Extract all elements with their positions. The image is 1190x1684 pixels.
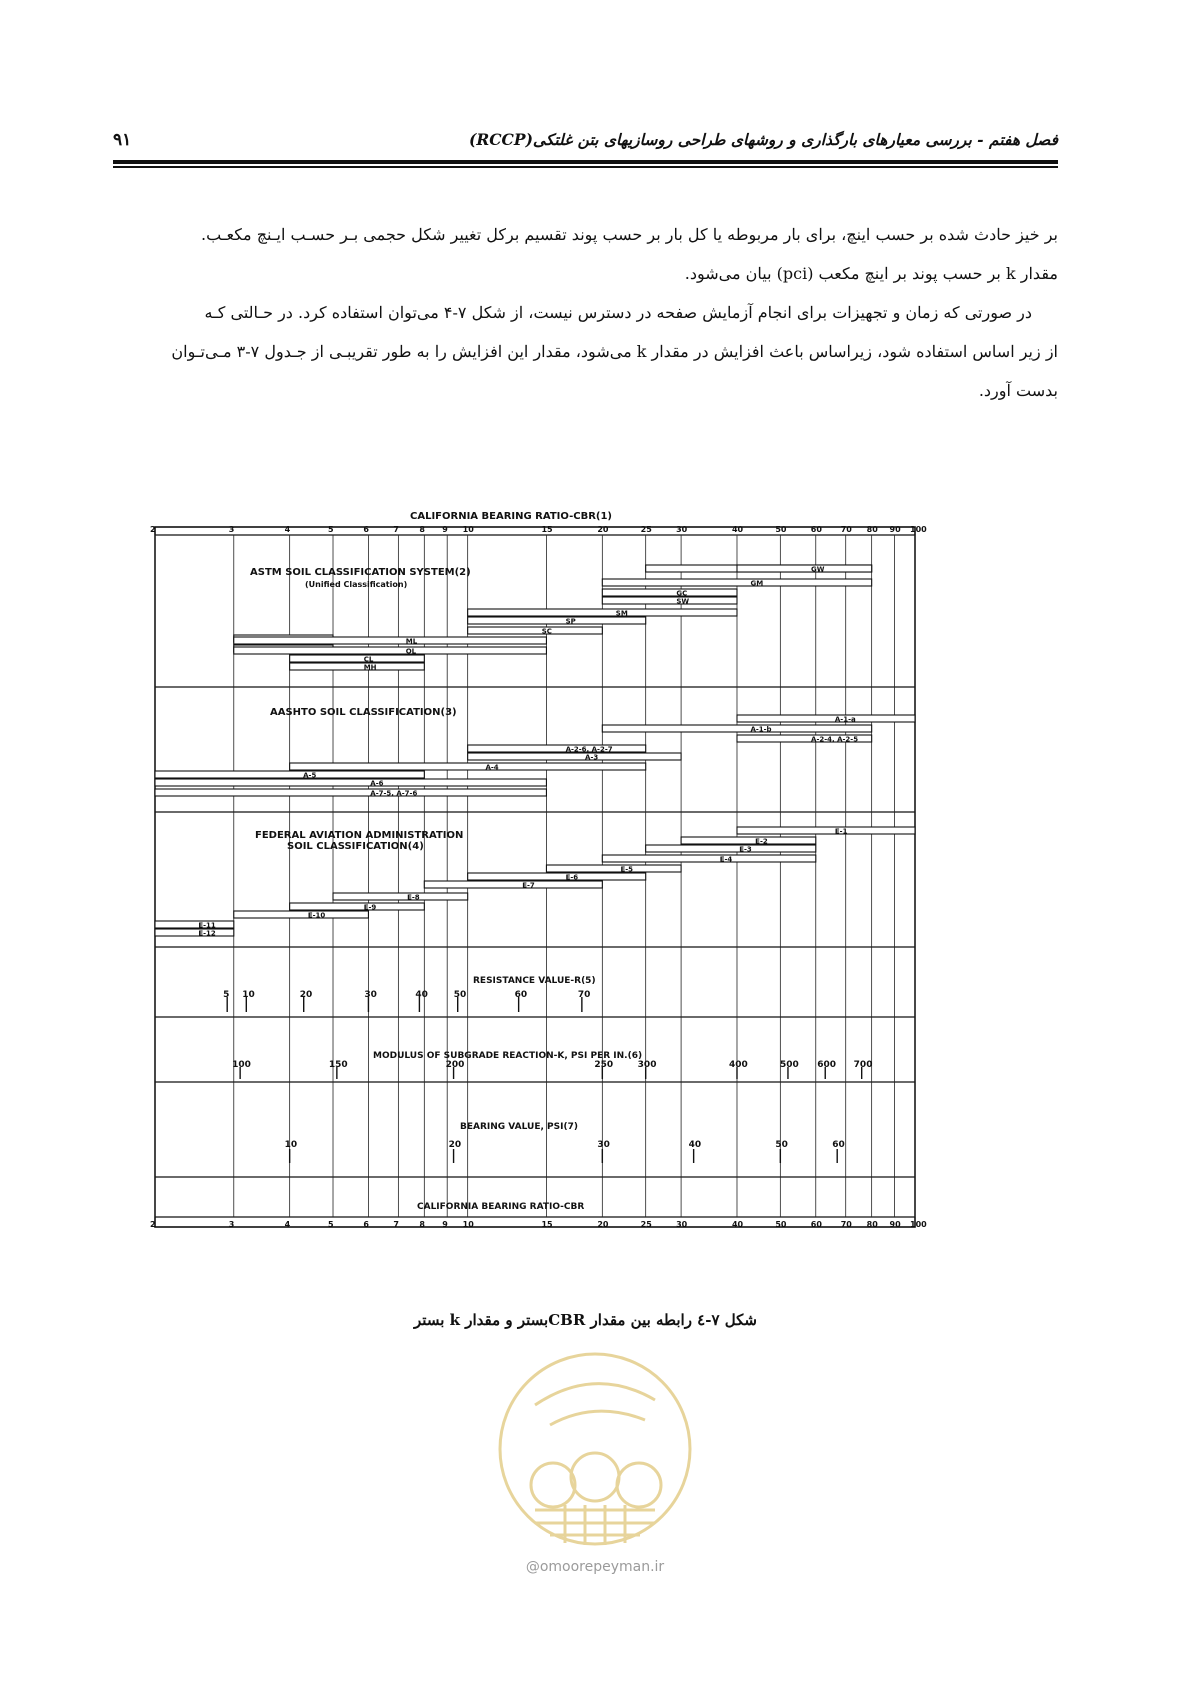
- cbr-title-bottom: CALIFORNIA BEARING RATIO-CBR: [417, 1202, 585, 1212]
- paragraph-line: بر خیز حادث شده بر حسب اینچ، برای بار مربوطه یا کل بار بر حسب پوند تقسیم برکل تغییر شکل حجمی بـر حسـب ایـنچ مکعـب.: [201, 225, 1058, 244]
- bearing-tick-label: 60: [832, 1140, 845, 1150]
- modulus-tick-label: 150: [328, 1060, 348, 1070]
- cbr-tick-bottom: 50: [775, 1220, 787, 1229]
- cbr-tick-top: 20: [597, 525, 609, 534]
- aashto-label: A-1-b: [750, 725, 772, 734]
- cbr-tick-bottom: 5: [328, 1220, 334, 1229]
- modulus-tick-label: 200: [445, 1060, 465, 1070]
- bearing-tick-label: 20: [448, 1140, 462, 1150]
- astm-label: SW: [676, 597, 690, 606]
- faa-title-line2: SOIL CLASSIFICATION(4): [287, 841, 424, 852]
- astm-bar: [602, 579, 871, 586]
- faa-bar: [681, 837, 816, 844]
- bearing-tick-label: 40: [688, 1140, 702, 1150]
- cbr-tick-bottom: 25: [640, 1220, 652, 1229]
- faa-label: E-6: [565, 873, 579, 882]
- resistance-title: RESISTANCE VALUE-R(5): [473, 976, 596, 986]
- bearing-tick-label: 10: [284, 1140, 298, 1150]
- faa-bar: [468, 873, 646, 880]
- astm-label: ML: [405, 637, 418, 646]
- faa-label: E-4: [719, 855, 733, 864]
- resistance-tick-label: 50: [453, 990, 467, 1000]
- cbr-tick-top: 25: [640, 525, 652, 534]
- aashto-bar: [155, 789, 546, 796]
- paragraph-line: بدست آورد.: [978, 381, 1058, 400]
- cbr-tick-bottom: 40: [731, 1220, 744, 1229]
- cbr-tick-bottom: 10: [462, 1220, 474, 1229]
- cbr-tick-top: 3: [228, 525, 235, 534]
- faa-bar: [155, 921, 234, 928]
- astm-label: SC: [541, 627, 552, 636]
- modulus-tick-label: 600: [817, 1060, 837, 1070]
- page-number: ۹۱: [113, 130, 132, 150]
- cbr-tick-top: 6: [363, 525, 370, 534]
- cbr-title-top: CALIFORNIA BEARING RATIO-CBR(1): [410, 511, 612, 522]
- astm-label: GC: [676, 589, 688, 598]
- cbr-tick-top: 80: [866, 525, 878, 534]
- cbr-tick-bottom: 70: [840, 1220, 852, 1229]
- aashto-label: A-5: [303, 771, 317, 780]
- modulus-title: MODULUS OF SUBGRADE REACTION-K, PSI PER IN.(6): [373, 1051, 643, 1061]
- aashto-label: A-3: [585, 753, 599, 762]
- faa-label: E-2: [755, 837, 768, 846]
- cbr-tick-top: 7: [393, 525, 399, 534]
- astm-label: SM: [615, 609, 628, 618]
- astm-bar: [468, 627, 603, 634]
- astm-label: OL: [405, 647, 417, 656]
- faa-label: E-5: [620, 865, 634, 874]
- cbr-tick-top: 10: [462, 525, 474, 534]
- faa-title-line1: FEDERAL AVIATION ADMINISTRATION: [255, 830, 464, 841]
- faa-bar: [333, 893, 468, 900]
- cbr-tick-bottom: 3: [228, 1220, 235, 1229]
- resistance-tick-label: 60: [514, 990, 528, 1000]
- faa-label: E-9: [363, 903, 377, 912]
- faa-label: E-1: [834, 827, 848, 836]
- faa-label: E-7: [522, 881, 535, 890]
- header-rule-thick: [113, 160, 1058, 164]
- faa-label: E-10: [307, 911, 326, 920]
- resistance-tick-label: 70: [577, 990, 591, 1000]
- modulus-tick-label: 300: [637, 1060, 657, 1070]
- aashto-label: A-7-5, A-7-6: [370, 789, 418, 798]
- faa-label: E-8: [407, 893, 420, 902]
- cbr-tick-bottom: 4: [284, 1220, 291, 1229]
- faa-bar: [424, 881, 602, 888]
- astm-label: MH: [363, 663, 377, 672]
- cbr-tick-bottom: 100: [910, 1220, 927, 1229]
- cbr-tick-bottom: 15: [541, 1220, 553, 1229]
- cbr-tick-bottom: 80: [866, 1220, 878, 1229]
- watermark-seal-icon: [495, 1345, 695, 1555]
- modulus-tick-label: 700: [853, 1060, 873, 1070]
- cbr-tick-top: 4: [284, 525, 291, 534]
- cbr-tick-top: 90: [889, 525, 901, 534]
- figure-caption: شکل ۷-٤ رابطه بین مقدار CBRبستر و مقدار k بستر: [414, 1311, 757, 1329]
- body-text: [113, 215, 1058, 410]
- cbr-tick-top: 70: [840, 525, 852, 534]
- aashto-label: A-2-6, A-2-7: [565, 745, 613, 754]
- faa-bar: [546, 865, 681, 872]
- faa-bar: [602, 855, 815, 862]
- cbr-tick-top: 50: [775, 525, 787, 534]
- astm-bar: [468, 617, 646, 624]
- faa-bar: [737, 827, 915, 834]
- cbr-tick-top: 100: [910, 525, 927, 534]
- modulus-tick-label: 250: [594, 1060, 614, 1070]
- aashto-label: A-6: [370, 779, 384, 788]
- aashto-bar: [155, 771, 424, 778]
- watermark-logo: [495, 1345, 695, 1555]
- paragraph-line: از زیر اساس استفاده شود، زیراساس باعث افزایش در مقدار k می‌شود، مقدار این افزایش را به طور تقریبـی از جـدول ۷-۳ مـی‌تـوان: [171, 342, 1058, 361]
- bearing-tick-label: 50: [775, 1140, 788, 1150]
- astm-bar: [737, 565, 872, 572]
- watermark-url: @omoorepeyman.ir: [525, 1559, 665, 1575]
- cbr-tick-top: 15: [541, 525, 553, 534]
- chapter-title: فصل هفتم - بررسی معیارهای بارگذاری و روشهای طراحی روسازیهای بتن غلتکی(RCCP): [469, 130, 1058, 149]
- aashto-title: AASHTO SOIL CLASSIFICATION(3): [270, 707, 457, 718]
- modulus-tick-label: 500: [779, 1060, 799, 1070]
- paragraph-line: در صورتی که زمان و تجهیزات برای انجام آزمایش صفحه در دسترس نیست، از شکل ۷-۴ می‌توان استفاده کرد. در حـالتی کـه: [204, 303, 1032, 322]
- astm-subtitle: (Unified Classification): [305, 580, 408, 589]
- faa-label: E-3: [739, 845, 752, 854]
- cbr-tick-top: 8: [419, 525, 425, 534]
- astm-label: GM: [750, 579, 764, 588]
- cbr-tick-bottom: 90: [889, 1220, 901, 1229]
- cbr-tick-bottom: 60: [810, 1220, 822, 1229]
- faa-bar: [290, 903, 425, 910]
- astm-title: ASTM SOIL CLASSIFICATION SYSTEM(2): [250, 567, 471, 578]
- figure-svg: [150, 487, 1015, 1287]
- aashto-bar: [737, 715, 915, 722]
- cbr-tick-top: 60: [810, 525, 822, 534]
- paragraph-line: مقدار k بر حسب پوند بر اینچ مکعب (pci) بیان می‌شود.: [684, 264, 1058, 283]
- cbr-tick-bottom: 30: [676, 1220, 688, 1229]
- astm-bar: [290, 655, 425, 662]
- astm-bar: [602, 589, 737, 596]
- bearing-title: BEARING VALUE, PSI(7): [460, 1122, 578, 1132]
- cbr-tick-bottom: 2: [150, 1220, 156, 1229]
- resistance-tick-label: 40: [415, 990, 428, 1000]
- astm-bar: [234, 637, 547, 644]
- cbr-correlation-figure: [150, 487, 1015, 1287]
- header-rule-thin: [113, 166, 1058, 168]
- cbr-tick-bottom: 8: [419, 1220, 425, 1229]
- resistance-tick-label: 10: [242, 990, 255, 1000]
- astm-label: SP: [565, 617, 576, 626]
- astm-bar: [468, 609, 737, 616]
- aashto-bar: [468, 745, 646, 752]
- faa-bar: [646, 845, 816, 852]
- cbr-tick-bottom: 20: [597, 1220, 609, 1229]
- cbr-tick-bottom: 9: [442, 1220, 448, 1229]
- aashto-bar: [468, 753, 681, 760]
- modulus-tick-label: 100: [232, 1060, 251, 1070]
- astm-label: GW: [811, 565, 825, 574]
- astm-label: CL: [363, 655, 374, 664]
- aashto-bar: [602, 725, 871, 732]
- resistance-tick-label: 20: [299, 990, 313, 1000]
- aashto-bar: [290, 763, 646, 770]
- faa-label: E-12: [198, 929, 216, 938]
- resistance-tick-label: 30: [364, 990, 377, 1000]
- faa-bar: [155, 929, 234, 936]
- aashto-label: A-1-a: [834, 715, 856, 724]
- astm-bar: [602, 597, 737, 604]
- resistance-tick-label: 5: [223, 990, 230, 1000]
- faa-label: E-11: [198, 921, 216, 930]
- cbr-tick-top: 2: [150, 525, 156, 534]
- faa-bar: [234, 911, 369, 918]
- cbr-tick-top: 30: [676, 525, 688, 534]
- aashto-bar: [155, 779, 546, 786]
- astm-bar: [234, 647, 547, 654]
- aashto-label: A-4: [485, 763, 499, 772]
- cbr-tick-bottom: 6: [363, 1220, 370, 1229]
- aashto-label: A-2-4, A-2-5: [811, 735, 859, 744]
- astm-bar: [290, 663, 425, 670]
- cbr-tick-top: 5: [328, 525, 334, 534]
- cbr-tick-top: 9: [442, 525, 448, 534]
- page-header: [113, 130, 1058, 164]
- cbr-tick-top: 40: [731, 525, 744, 534]
- cbr-tick-bottom: 7: [393, 1220, 399, 1229]
- modulus-tick-label: 400: [728, 1060, 748, 1070]
- bearing-tick-label: 30: [597, 1140, 610, 1150]
